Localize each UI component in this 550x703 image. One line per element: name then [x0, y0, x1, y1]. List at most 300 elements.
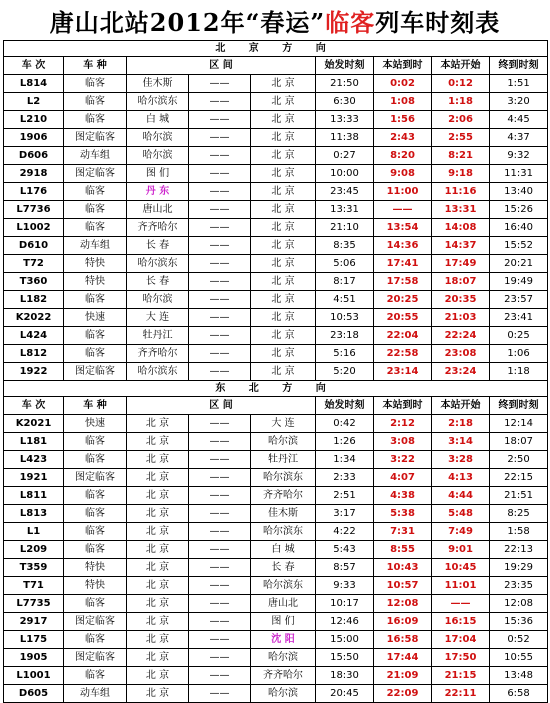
table-row [4, 147, 548, 165]
origin-cell: 北 京 [127, 469, 189, 487]
table-row [4, 237, 548, 255]
station-depart-time-cell: 3:14 [432, 433, 490, 451]
route-dash-cell: —— [189, 345, 251, 363]
departure-time-cell: 5:43 [316, 541, 374, 559]
arrival-time-cell: 14:36 [374, 237, 432, 255]
train-type-cell: 特快 [64, 255, 127, 273]
origin-cell: 齐齐哈尔 [127, 219, 189, 237]
station-depart-time-cell: 2:06 [432, 111, 490, 129]
origin-cell: 白 城 [127, 111, 189, 129]
destination-cell: 北 京 [251, 93, 316, 111]
arrival-time-cell: 4:38 [374, 487, 432, 505]
destination-cell: 北 京 [251, 345, 316, 363]
terminal-arrival-time-cell: 20:21 [490, 255, 548, 273]
route-dash-cell: —— [189, 201, 251, 219]
route-dash-cell: —— [189, 487, 251, 505]
table-row [4, 273, 548, 291]
departure-time-cell: 12:46 [316, 613, 374, 631]
arrival-time-cell: 20:25 [374, 291, 432, 309]
arrival-time-cell: 2:12 [374, 415, 432, 433]
train-no-cell: 2918 [4, 165, 64, 183]
train-type-cell: 临客 [64, 111, 127, 129]
table-row [4, 577, 548, 595]
origin-cell: 哈尔滨东 [127, 93, 189, 111]
origin-cell: 北 京 [127, 577, 189, 595]
route-dash-cell: —— [189, 559, 251, 577]
train-type-cell: 图定临客 [64, 363, 127, 381]
train-no-cell: L210 [4, 111, 64, 129]
station-depart-time-cell: 7:49 [432, 523, 490, 541]
arrival-time-cell: 22:58 [374, 345, 432, 363]
terminal-arrival-time-cell: 12:14 [490, 415, 548, 433]
station-depart-time-cell: 21:15 [432, 667, 490, 685]
table-row [4, 541, 548, 559]
arrival-time-cell: 13:54 [374, 219, 432, 237]
arrival-time-cell: 17:44 [374, 649, 432, 667]
destination-cell: 长 春 [251, 559, 316, 577]
table-row [4, 631, 548, 649]
train-type-cell: 临客 [64, 523, 127, 541]
section-title: 北 京 方 向 [4, 41, 548, 57]
origin-cell: 北 京 [127, 451, 189, 469]
station-depart-time-cell: 16:15 [432, 613, 490, 631]
departure-time-cell: 10:53 [316, 309, 374, 327]
arrival-time-cell: 0:02 [374, 75, 432, 93]
departure-time-cell: 18:30 [316, 667, 374, 685]
destination-cell: 北 京 [251, 219, 316, 237]
train-no-cell: L1 [4, 523, 64, 541]
station-depart-time-cell: 3:28 [432, 451, 490, 469]
destination-cell: 北 京 [251, 75, 316, 93]
terminal-arrival-time-cell: 2:50 [490, 451, 548, 469]
route-dash-cell: —— [189, 327, 251, 345]
terminal-arrival-time-cell: 13:48 [490, 667, 548, 685]
train-no-cell: D606 [4, 147, 64, 165]
train-no-cell: D610 [4, 237, 64, 255]
train-type-cell: 图定临客 [64, 129, 127, 147]
train-no-cell: L424 [4, 327, 64, 345]
station-depart-time-cell: 4:13 [432, 469, 490, 487]
train-no-cell: L813 [4, 505, 64, 523]
train-type-cell: 临客 [64, 219, 127, 237]
train-no-cell: L2 [4, 93, 64, 111]
route-dash-cell: —— [189, 451, 251, 469]
destination-cell: 哈尔滨东 [251, 523, 316, 541]
table-row [4, 165, 548, 183]
destination-cell: 哈尔滨东 [251, 577, 316, 595]
destination-cell: 北 京 [251, 147, 316, 165]
table-row [4, 363, 548, 381]
origin-cell: 图 们 [127, 165, 189, 183]
train-no-cell: L814 [4, 75, 64, 93]
station-depart-time-cell: 20:35 [432, 291, 490, 309]
terminal-arrival-time-cell: 23:41 [490, 309, 548, 327]
route-dash-cell: —— [189, 685, 251, 703]
train-no-cell: K2022 [4, 309, 64, 327]
arrival-time-cell: 17:58 [374, 273, 432, 291]
departure-time-cell: 13:33 [316, 111, 374, 129]
departure-time-cell: 13:31 [316, 201, 374, 219]
train-type-cell: 临客 [64, 327, 127, 345]
station-depart-time-cell: 17:04 [432, 631, 490, 649]
terminal-arrival-time-cell: 19:49 [490, 273, 548, 291]
table-row [4, 129, 548, 147]
train-type-cell: 快速 [64, 309, 127, 327]
route-dash-cell: —— [189, 309, 251, 327]
origin-cell: 哈尔滨 [127, 291, 189, 309]
departure-time-cell: 1:34 [316, 451, 374, 469]
station-depart-time-cell: 2:18 [432, 415, 490, 433]
terminal-arrival-time-cell: 3:20 [490, 93, 548, 111]
header-train-type: 车 种 [64, 57, 127, 75]
station-depart-time-cell: 9:18 [432, 165, 490, 183]
origin-cell: 北 京 [127, 631, 189, 649]
route-dash-cell: —— [189, 219, 251, 237]
train-no-cell: T71 [4, 577, 64, 595]
table-row [4, 75, 548, 93]
terminal-arrival-time-cell: 4:37 [490, 129, 548, 147]
station-depart-time-cell: 13:31 [432, 201, 490, 219]
terminal-arrival-time-cell: 18:07 [490, 433, 548, 451]
origin-cell: 北 京 [127, 415, 189, 433]
destination-cell: 齐齐哈尔 [251, 487, 316, 505]
section-header-row [4, 41, 548, 57]
origin-cell: 大 连 [127, 309, 189, 327]
table-row [4, 345, 548, 363]
arrival-time-cell: 17:41 [374, 255, 432, 273]
table-row [4, 183, 548, 201]
column-header-row [4, 397, 548, 415]
train-type-cell: 临客 [64, 487, 127, 505]
arrival-time-cell: 22:04 [374, 327, 432, 345]
table-row [4, 667, 548, 685]
station-depart-time-cell: 17:49 [432, 255, 490, 273]
departure-time-cell: 0:27 [316, 147, 374, 165]
table-row [4, 201, 548, 219]
train-type-cell: 临客 [64, 345, 127, 363]
header-arrival: 本站到时 [374, 57, 432, 75]
departure-time-cell: 10:17 [316, 595, 374, 613]
departure-time-cell: 20:45 [316, 685, 374, 703]
table-row [4, 309, 548, 327]
train-no-cell: D605 [4, 685, 64, 703]
train-no-cell: L176 [4, 183, 64, 201]
arrival-time-cell: 8:55 [374, 541, 432, 559]
station-depart-time-cell: 22:11 [432, 685, 490, 703]
table-row [4, 595, 548, 613]
station-depart-time-cell: 11:16 [432, 183, 490, 201]
arrival-time-cell: —— [374, 201, 432, 219]
table-row [4, 415, 548, 433]
table-row [4, 255, 548, 273]
origin-cell: 长 春 [127, 237, 189, 255]
station-depart-time-cell: 21:03 [432, 309, 490, 327]
route-dash-cell: —— [189, 363, 251, 381]
origin-cell: 北 京 [127, 613, 189, 631]
train-type-cell: 动车组 [64, 237, 127, 255]
train-type-cell: 临客 [64, 93, 127, 111]
train-type-cell: 临客 [64, 667, 127, 685]
train-type-cell: 临客 [64, 595, 127, 613]
terminal-arrival-time-cell: 15:26 [490, 201, 548, 219]
header-departure: 始发时刻 [316, 57, 374, 75]
origin-cell: 北 京 [127, 487, 189, 505]
train-no-cell: 1922 [4, 363, 64, 381]
station-depart-time-cell: 1:18 [432, 93, 490, 111]
header-terminal-arrival: 终到时刻 [490, 57, 548, 75]
departure-time-cell: 2:33 [316, 469, 374, 487]
terminal-arrival-time-cell: 22:13 [490, 541, 548, 559]
destination-cell: 哈尔滨 [251, 685, 316, 703]
title-part-2: 列车时刻表 [375, 7, 501, 37]
terminal-arrival-time-cell: 15:36 [490, 613, 548, 631]
terminal-arrival-time-cell: 11:31 [490, 165, 548, 183]
terminal-arrival-time-cell: 16:40 [490, 219, 548, 237]
destination-cell: 牡丹江 [251, 451, 316, 469]
route-dash-cell: —— [189, 147, 251, 165]
destination-cell: 唐山北 [251, 595, 316, 613]
terminal-arrival-time-cell: 0:52 [490, 631, 548, 649]
table-row [4, 327, 548, 345]
origin-cell: 哈尔滨 [127, 147, 189, 165]
train-type-cell: 临客 [64, 201, 127, 219]
destination-cell: 大 连 [251, 415, 316, 433]
station-depart-time-cell: 9:01 [432, 541, 490, 559]
route-dash-cell: —— [189, 75, 251, 93]
departure-time-cell: 1:26 [316, 433, 374, 451]
station-depart-time-cell: 2:55 [432, 129, 490, 147]
route-dash-cell: —— [189, 255, 251, 273]
station-depart-time-cell: 22:24 [432, 327, 490, 345]
train-type-cell: 特快 [64, 577, 127, 595]
train-no-cell: L7735 [4, 595, 64, 613]
station-depart-time-cell: 23:24 [432, 363, 490, 381]
origin-cell: 北 京 [127, 595, 189, 613]
terminal-arrival-time-cell: 6:58 [490, 685, 548, 703]
column-header-row [4, 57, 548, 75]
table-row [4, 451, 548, 469]
route-dash-cell: —— [189, 505, 251, 523]
terminal-arrival-time-cell: 23:35 [490, 577, 548, 595]
departure-time-cell: 23:45 [316, 183, 374, 201]
train-type-cell: 临客 [64, 433, 127, 451]
destination-cell: 哈尔滨东 [251, 469, 316, 487]
departure-time-cell: 5:06 [316, 255, 374, 273]
train-no-cell: L175 [4, 631, 64, 649]
table-row [4, 93, 548, 111]
train-no-cell: L182 [4, 291, 64, 309]
train-type-cell: 图定临客 [64, 613, 127, 631]
route-dash-cell: —— [189, 613, 251, 631]
train-type-cell: 临客 [64, 451, 127, 469]
destination-cell: 哈尔滨 [251, 433, 316, 451]
destination-cell: 图 们 [251, 613, 316, 631]
terminal-arrival-time-cell: 4:45 [490, 111, 548, 129]
header-route: 区 间 [127, 397, 316, 415]
route-dash-cell: —— [189, 129, 251, 147]
route-dash-cell: —— [189, 433, 251, 451]
route-dash-cell: —— [189, 165, 251, 183]
destination-cell: 北 京 [251, 291, 316, 309]
route-dash-cell: —— [189, 183, 251, 201]
destination-cell: 沈 阳 [251, 631, 316, 649]
origin-cell: 北 京 [127, 685, 189, 703]
header-train-no: 车 次 [4, 397, 64, 415]
table-row [4, 613, 548, 631]
station-depart-time-cell: 0:12 [432, 75, 490, 93]
train-no-cell: L423 [4, 451, 64, 469]
train-no-cell: L1002 [4, 219, 64, 237]
origin-cell: 唐山北 [127, 201, 189, 219]
route-dash-cell: —— [189, 631, 251, 649]
train-type-cell: 临客 [64, 183, 127, 201]
destination-cell: 北 京 [251, 183, 316, 201]
terminal-arrival-time-cell: 1:06 [490, 345, 548, 363]
arrival-time-cell: 1:56 [374, 111, 432, 129]
departure-time-cell: 4:51 [316, 291, 374, 309]
train-no-cell: L812 [4, 345, 64, 363]
route-dash-cell: —— [189, 237, 251, 255]
table-row [4, 649, 548, 667]
route-dash-cell: —— [189, 415, 251, 433]
train-no-cell: T72 [4, 255, 64, 273]
table-row [4, 559, 548, 577]
station-depart-time-cell: 18:07 [432, 273, 490, 291]
origin-cell: 哈尔滨东 [127, 255, 189, 273]
destination-cell: 北 京 [251, 165, 316, 183]
destination-cell: 北 京 [251, 363, 316, 381]
arrival-time-cell: 3:22 [374, 451, 432, 469]
train-no-cell: T359 [4, 559, 64, 577]
station-depart-time-cell: 8:21 [432, 147, 490, 165]
arrival-time-cell: 11:00 [374, 183, 432, 201]
header-train-type: 车 种 [64, 397, 127, 415]
station-depart-time-cell: 11:01 [432, 577, 490, 595]
station-depart-time-cell: 10:45 [432, 559, 490, 577]
terminal-arrival-time-cell: 22:15 [490, 469, 548, 487]
departure-time-cell: 5:16 [316, 345, 374, 363]
train-no-cell: L209 [4, 541, 64, 559]
train-no-cell: 1905 [4, 649, 64, 667]
arrival-time-cell: 4:07 [374, 469, 432, 487]
train-type-cell: 临客 [64, 291, 127, 309]
header-arrival: 本站到时 [374, 397, 432, 415]
train-no-cell: 1921 [4, 469, 64, 487]
arrival-time-cell: 1:08 [374, 93, 432, 111]
train-type-cell: 动车组 [64, 147, 127, 165]
train-no-cell: L181 [4, 433, 64, 451]
route-dash-cell: —— [189, 523, 251, 541]
arrival-time-cell: 12:08 [374, 595, 432, 613]
departure-time-cell: 4:22 [316, 523, 374, 541]
arrival-time-cell: 20:55 [374, 309, 432, 327]
arrival-time-cell: 21:09 [374, 667, 432, 685]
departure-time-cell: 2:51 [316, 487, 374, 505]
route-dash-cell: —— [189, 649, 251, 667]
route-dash-cell: —— [189, 291, 251, 309]
terminal-arrival-time-cell: 21:51 [490, 487, 548, 505]
header-terminal-arrival: 终到时刻 [490, 397, 548, 415]
origin-cell: 丹 东 [127, 183, 189, 201]
station-depart-time-cell: 14:08 [432, 219, 490, 237]
arrival-time-cell: 5:38 [374, 505, 432, 523]
destination-cell: 北 京 [251, 237, 316, 255]
departure-time-cell: 11:38 [316, 129, 374, 147]
train-no-cell: 1906 [4, 129, 64, 147]
arrival-time-cell: 10:43 [374, 559, 432, 577]
departure-time-cell: 6:30 [316, 93, 374, 111]
arrival-time-cell: 16:09 [374, 613, 432, 631]
train-no-cell: L1001 [4, 667, 64, 685]
table-row [4, 523, 548, 541]
departure-time-cell: 9:33 [316, 577, 374, 595]
destination-cell: 北 京 [251, 129, 316, 147]
table-row [4, 291, 548, 309]
origin-cell: 齐齐哈尔 [127, 345, 189, 363]
terminal-arrival-time-cell: 9:32 [490, 147, 548, 165]
timetable [3, 40, 548, 703]
origin-cell: 北 京 [127, 505, 189, 523]
table-row [4, 505, 548, 523]
train-no-cell: K2021 [4, 415, 64, 433]
train-type-cell: 特快 [64, 559, 127, 577]
section-header-row [4, 381, 548, 397]
arrival-time-cell: 3:08 [374, 433, 432, 451]
train-type-cell: 动车组 [64, 685, 127, 703]
train-type-cell: 临客 [64, 631, 127, 649]
origin-cell: 北 京 [127, 649, 189, 667]
destination-cell: 北 京 [251, 111, 316, 129]
arrival-time-cell: 23:14 [374, 363, 432, 381]
departure-time-cell: 3:17 [316, 505, 374, 523]
route-dash-cell: —— [189, 577, 251, 595]
table-row [4, 219, 548, 237]
table-row [4, 433, 548, 451]
section-title: 东 北 方 向 [4, 381, 548, 397]
train-no-cell: L7736 [4, 201, 64, 219]
terminal-arrival-time-cell: 0:25 [490, 327, 548, 345]
terminal-arrival-time-cell: 23:57 [490, 291, 548, 309]
departure-time-cell: 5:20 [316, 363, 374, 381]
destination-cell: 北 京 [251, 201, 316, 219]
arrival-time-cell: 10:57 [374, 577, 432, 595]
terminal-arrival-time-cell: 13:40 [490, 183, 548, 201]
header-route: 区 间 [127, 57, 316, 75]
station-depart-time-cell: 14:37 [432, 237, 490, 255]
train-type-cell: 图定临客 [64, 469, 127, 487]
origin-cell: 北 京 [127, 433, 189, 451]
destination-cell: 北 京 [251, 327, 316, 345]
arrival-time-cell: 16:58 [374, 631, 432, 649]
departure-time-cell: 8:35 [316, 237, 374, 255]
departure-time-cell: 15:50 [316, 649, 374, 667]
table-row [4, 469, 548, 487]
departure-time-cell: 8:17 [316, 273, 374, 291]
departure-time-cell: 21:50 [316, 75, 374, 93]
route-dash-cell: —— [189, 667, 251, 685]
departure-time-cell: 21:10 [316, 219, 374, 237]
arrival-time-cell: 22:09 [374, 685, 432, 703]
arrival-time-cell: 8:20 [374, 147, 432, 165]
origin-cell: 哈尔滨东 [127, 363, 189, 381]
route-dash-cell: —— [189, 595, 251, 613]
train-type-cell: 特快 [64, 273, 127, 291]
origin-cell: 长 春 [127, 273, 189, 291]
title-part-1: 唐山北站2012年“春运” [49, 7, 326, 37]
destination-cell: 白 城 [251, 541, 316, 559]
origin-cell: 北 京 [127, 667, 189, 685]
terminal-arrival-time-cell: 8:25 [490, 505, 548, 523]
